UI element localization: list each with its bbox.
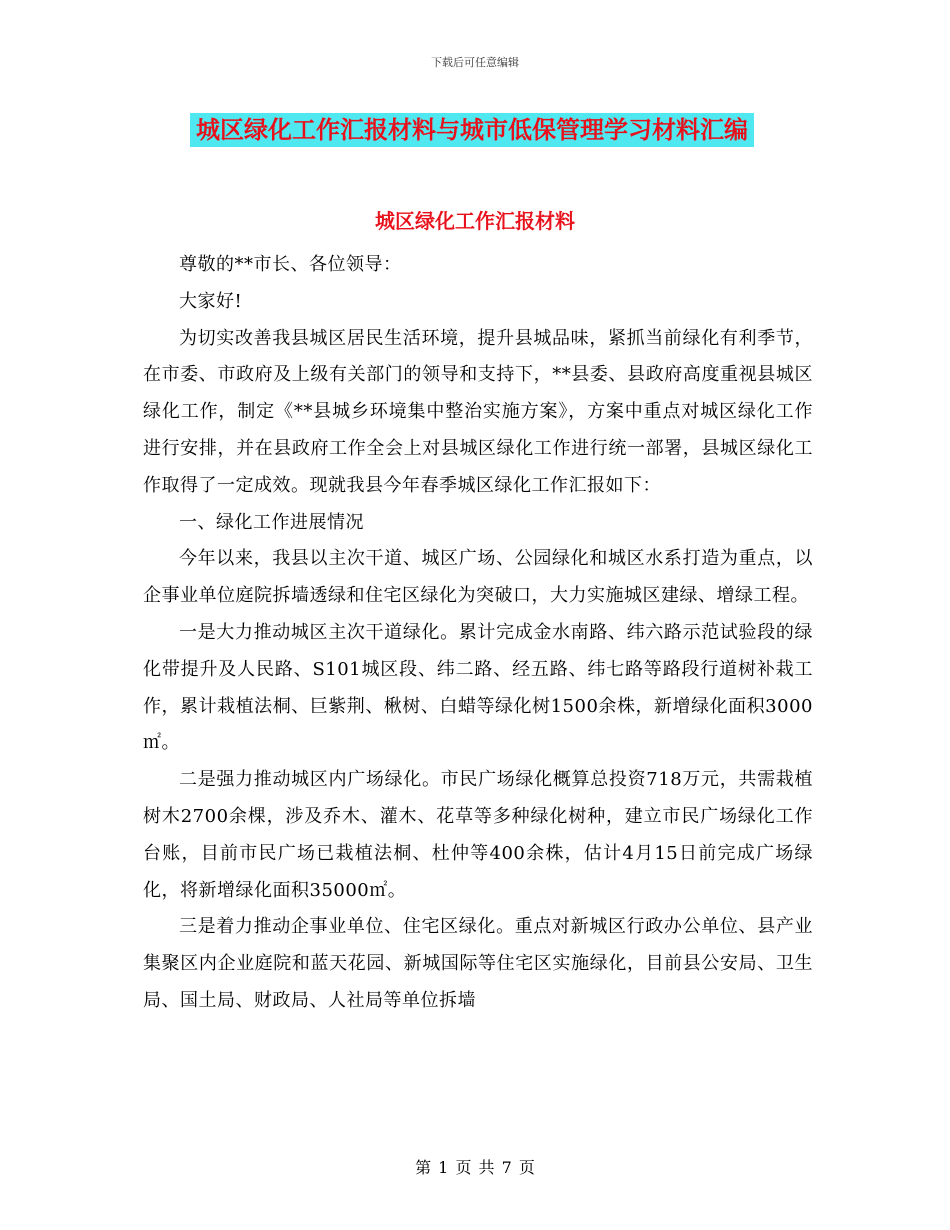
body-paragraph: 二是强力推动城区内广场绿化。市民广场绿化概算总投资718万元，共需栽植树木2700余棵，涉及乔木、灌木、花草等多种绿化树种，建立市民广场绿化工作台账，目前市民广场已栽植法桐、杜仲等400余株，估计4月15日前完成广场绿化，将新增绿化面积35000㎡。 — [143, 769, 813, 901]
section-heading: 一、绿化工作进展情况 — [179, 511, 364, 533]
body-paragraph: 今年以来，我县以主次干道、城区广场、公园绿化和城区水系打造为重点，以企事业单位庭院拆墙透绿和住宅区绿化为突破口，大力实施城区建绿、增绿工程。 — [143, 548, 813, 607]
document-body — [143, 247, 813, 1020]
body-paragraph: 三是着力推动企事业单位、住宅区绿化。重点对新城区行政办公单位、县产业集聚区内企业庭院和蓝天花园、新城国际等住宅区实施绿化，目前县公安局、卫生局、国土局、财政局、人社局等单位拆墙 — [143, 916, 813, 1011]
body-paragraph: 一是大力推动城区主次干道绿化。累计完成金水南路、纬六路示范试验段的绿化带提升及人民路、S101城区段、纬二路、经五路、纬七路等路段行道树补栽工作，累计栽植法桐、巨紫荆、楸树、白蜡等绿化树1500余株，新增绿化面积3000㎡。 — [143, 621, 813, 754]
section-title: 城区绿化工作汇报材料 — [375, 209, 575, 233]
header-note: 下载后可任意编辑 — [431, 56, 519, 69]
document-main-title: 城区绿化工作汇报材料与城市低保管理学习材料汇编 — [190, 113, 754, 147]
salutation-paragraph: 尊敬的**市长、各位领导： — [179, 254, 402, 275]
page-footer: 第 1 页 共 7 页 — [415, 1158, 535, 1177]
greeting-paragraph: 大家好! — [179, 290, 243, 312]
intro-paragraph: 为切实改善我县城区居民生活环境，提升县城品味，紧抓当前绿化有利季节，在市委、市政府及上级有关部门的领导和支持下，**县委、县政府高度重视县城区绿化工作，制定《**县城乡环境集中整治实施方案》，方案中重点对城区绿化工作进行安排，并在县政府工作全会上对县城区绿化工作进行统一部署，县城区绿化工作取得了一定成效。现就我县今年春季城区绿化工作汇报如下： — [143, 327, 813, 496]
